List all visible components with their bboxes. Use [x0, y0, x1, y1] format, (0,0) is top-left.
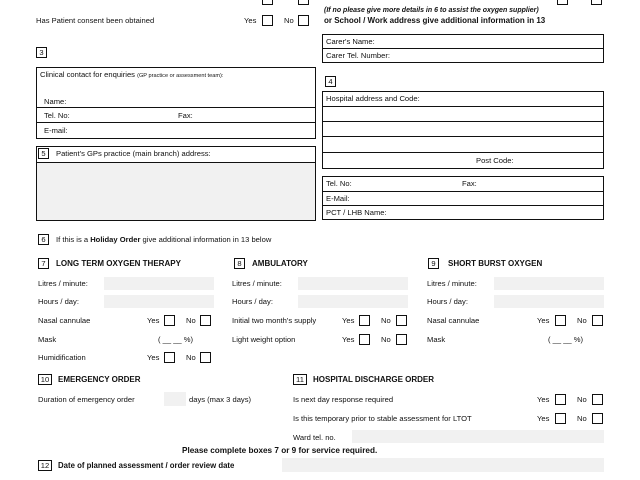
hospital-email-label: E-Mail:	[326, 194, 350, 203]
top-checkbox-no-partial[interactable]	[298, 0, 309, 5]
ltot-nasal-yes-label: Yes	[147, 316, 160, 325]
divider	[36, 107, 316, 108]
hospital-discharge-title: HOSPITAL DISCHARGE ORDER	[313, 375, 435, 384]
temporary-no-checkbox[interactable]	[592, 413, 603, 424]
amb-initial-no-checkbox[interactable]	[396, 315, 407, 326]
ltot-litres-label: Litres / minute:	[38, 279, 88, 288]
sbo-nasal-label: Nasal cannulae	[427, 316, 480, 325]
sbo-litres-field[interactable]	[494, 277, 604, 290]
ltot-nasal-yes-checkbox[interactable]	[164, 315, 175, 326]
temporary-ltot-label: Is this temporary prior to stable assessment for LTOT	[293, 414, 472, 423]
ward-tel-label: Ward tel. no.	[293, 433, 336, 442]
top-checkbox-yes-partial[interactable]	[262, 0, 273, 5]
amb-hours-field[interactable]	[298, 295, 408, 308]
amb-initial-yes-checkbox[interactable]	[359, 315, 370, 326]
next-day-yes-checkbox[interactable]	[555, 394, 566, 405]
hospital-address-label: Hospital address and Code:	[326, 94, 420, 103]
ltot-nasal-no-label: No	[186, 316, 196, 325]
consent-yes-checkbox[interactable]	[262, 15, 273, 26]
pct-lhb-label: PCT / LHB Name:	[326, 208, 387, 217]
divider	[322, 191, 604, 192]
ltot-humidification-label: Humidification	[38, 353, 86, 362]
carer-name-label: Carer's Name:	[326, 37, 375, 46]
clinical-tel-label: Tel. No:	[44, 111, 70, 120]
sbo-nasal-no-checkbox[interactable]	[592, 315, 603, 326]
section-3-number: 3	[36, 47, 47, 58]
ltot-hours-label: Hours / day:	[38, 297, 79, 306]
review-date-field[interactable]	[282, 458, 604, 472]
emergency-order-title: EMERGENCY ORDER	[58, 375, 141, 384]
amb-light-no-checkbox[interactable]	[396, 334, 407, 345]
section-5-number: 5	[38, 148, 49, 159]
amb-litres-label: Litres / minute:	[232, 279, 282, 288]
amb-light-yes-label: Yes	[342, 335, 355, 344]
supplier-note: (If no please give more details in 6 to assist the oxygen supplier)	[324, 7, 539, 14]
temporary-no-label: No	[577, 414, 587, 423]
ltot-litres-field[interactable]	[104, 277, 214, 290]
divider	[322, 205, 604, 206]
amb-hours-label: Hours / day:	[232, 297, 273, 306]
gp-practice-address-field[interactable]	[37, 163, 315, 220]
emergency-duration-label: Duration of emergency order	[38, 395, 135, 404]
temporary-yes-checkbox[interactable]	[555, 413, 566, 424]
sbo-mask-percent: ( __ __ %)	[548, 335, 584, 344]
ltot-mask-percent: ( __ __ %)	[158, 335, 194, 344]
sbo-litres-label: Litres / minute:	[427, 279, 477, 288]
consent-label: Has Patient consent been obtained	[36, 16, 155, 25]
amb-light-yes-checkbox[interactable]	[359, 334, 370, 345]
ltot-mask-label: Mask	[38, 335, 57, 344]
ward-tel-field[interactable]	[352, 430, 604, 443]
consent-no-checkbox[interactable]	[298, 15, 309, 26]
service-required-notice: Please complete boxes 7 or 9 for service required.	[182, 446, 378, 455]
top-right-checkbox-partial-1[interactable]	[557, 0, 568, 5]
divider	[36, 122, 316, 123]
emergency-days-field[interactable]	[164, 392, 186, 406]
amb-light-no-label: No	[381, 335, 391, 344]
ambulatory-title: AMBULATORY	[252, 259, 308, 268]
clinical-email-label: E-mail:	[44, 126, 68, 135]
carer-tel-label: Carer Tel. Number:	[326, 51, 391, 60]
section-11-number: 11	[293, 374, 307, 385]
ltot-humid-yes-checkbox[interactable]	[164, 352, 175, 363]
divider	[322, 121, 604, 122]
sbo-title: SHORT BURST OXYGEN	[448, 259, 543, 268]
divider	[322, 106, 604, 107]
sbo-nasal-no-label: No	[577, 316, 587, 325]
section-7-number: 7	[38, 258, 49, 269]
consent-no-label: No	[284, 16, 294, 25]
sbo-hours-label: Hours / day:	[427, 297, 468, 306]
temporary-yes-label: Yes	[537, 414, 550, 423]
ltot-humid-yes-label: Yes	[147, 353, 160, 362]
amb-litres-field[interactable]	[298, 277, 408, 290]
gp-practice-label: Patient's GPs practice (main branch) address:	[56, 149, 211, 158]
section-10-number: 10	[38, 374, 52, 385]
next-day-response-label: Is next day response required	[293, 395, 394, 404]
section-4-number: 4	[325, 76, 336, 87]
review-date-label: Date of planned assessment / order review date	[58, 461, 235, 470]
divider	[322, 136, 604, 137]
section-8-number: 8	[234, 258, 245, 269]
amb-initial-yes-label: Yes	[342, 316, 355, 325]
emergency-days-label: days (max 3 days)	[189, 395, 252, 404]
amb-initial-no-label: No	[381, 316, 391, 325]
sbo-mask-label: Mask	[427, 335, 446, 344]
hospital-tel-label: Tel. No:	[326, 179, 352, 188]
sbo-nasal-yes-label: Yes	[537, 316, 550, 325]
clinical-name-label: Name:	[44, 97, 67, 106]
section-9-number: 9	[428, 258, 439, 269]
hospital-fax-label: Fax:	[462, 179, 477, 188]
consent-yes-label: Yes	[244, 16, 257, 25]
clinical-contact-label: Clinical contact for enquiries (GP practice or assessment team):	[40, 70, 224, 79]
next-day-no-label: No	[577, 395, 587, 404]
sbo-hours-field[interactable]	[494, 295, 604, 308]
amb-initial-supply-label: Initial two month's supply	[232, 316, 317, 325]
next-day-no-checkbox[interactable]	[592, 394, 603, 405]
post-code-label: Post Code:	[476, 156, 514, 165]
school-work-note: or School / Work address give additional information in 13	[324, 16, 546, 25]
ltot-nasal-no-checkbox[interactable]	[200, 315, 211, 326]
sbo-nasal-yes-checkbox[interactable]	[555, 315, 566, 326]
ltot-hours-field[interactable]	[104, 295, 214, 308]
ltot-nasal-label: Nasal cannulae	[38, 316, 91, 325]
clinical-fax-label: Fax:	[178, 111, 193, 120]
divider	[322, 152, 604, 153]
section-12-number: 12	[38, 460, 52, 471]
ltot-title: LONG TERM OXYGEN THERAPY	[56, 259, 181, 268]
ltot-humid-no-checkbox[interactable]	[200, 352, 211, 363]
amb-light-weight-label: Light weight option	[232, 335, 296, 344]
top-right-checkbox-partial-2[interactable]	[591, 0, 602, 5]
divider	[322, 48, 604, 49]
section-6-number: 6	[38, 234, 49, 245]
holiday-order-text: If this is a Holiday Order give additional information in 13 below	[56, 235, 272, 244]
ltot-humid-no-label: No	[186, 353, 196, 362]
next-day-yes-label: Yes	[537, 395, 550, 404]
